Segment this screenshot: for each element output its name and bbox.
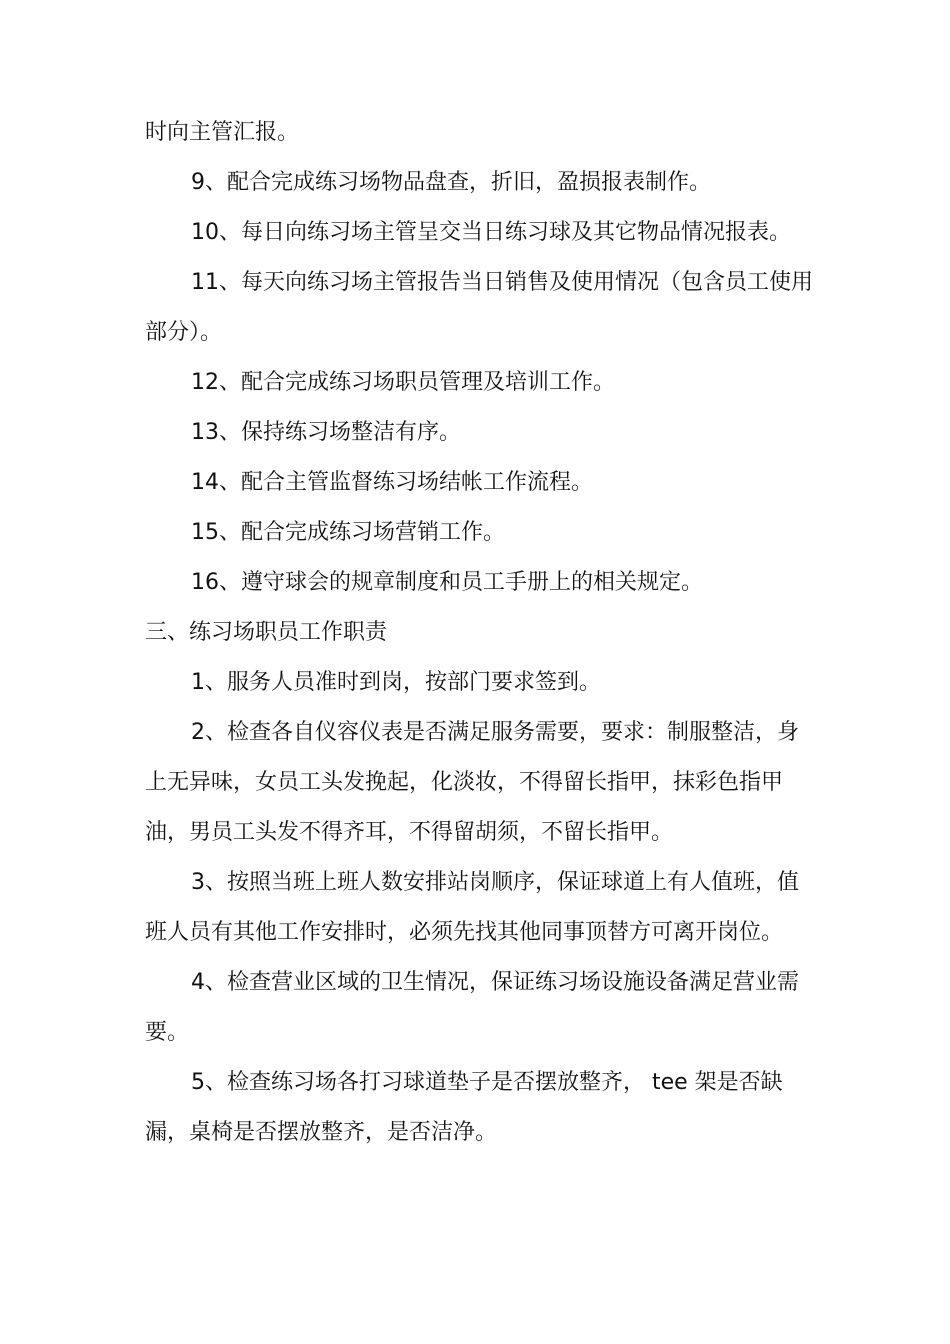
duty-item-2: 2、检查各自仪容仪表是否满足服务需要，要求：制服整洁，身上无异味，女员工头发挽起，化淡妆，不得留长指甲，抹彩色指甲油，男员工头发不得齐耳，不得留胡须，不留长指甲。 [145, 720, 799, 845]
paragraph-item-12: 12、配合完成练习场职员管理及培训工作。 [191, 370, 615, 395]
paragraph-item-10: 10、每日向练习场主管呈交当日练习球及其它物品情况报表。 [191, 220, 791, 245]
paragraph-item-16: 16、遵守球会的规章制度和员工手册上的相关规定。 [191, 570, 703, 595]
paragraph-continuation: 时向主管汇报。 [145, 120, 300, 145]
duty-item-3: 3、按照当班上班人数安排站岗顺序，保证球道上有人值班，值班人员有其他工作安排时，必须先找其他同事顶替方可离开岗位。 [145, 870, 799, 945]
paragraph-item-13: 13、保持练习场整洁有序。 [191, 420, 461, 445]
duty-item-4: 4、检查营业区域的卫生情况，保证练习场设施设备满足营业需要。 [145, 970, 799, 1045]
paragraph-item-15: 15、配合完成练习场营销工作。 [191, 520, 505, 545]
section-heading: 三、练习场职员工作职责 [145, 620, 388, 645]
document-body [145, 108, 815, 1158]
paragraph-item-14: 14、配合主管监督练习场结帐工作流程。 [191, 470, 593, 495]
paragraph-item-11: 11、每天向练习场主管报告当日销售及使用情况（包含员工使用部分）。 [145, 270, 813, 345]
paragraph-item-9: 9、配合完成练习场物品盘查，折旧，盈损报表制作。 [191, 170, 711, 195]
duty-item-1: 1、服务人员准时到岗，按部门要求签到。 [191, 670, 601, 695]
duty-item-5: 5、检查练习场各打习球道垫子是否摆放整齐， tee 架是否缺漏，桌椅是否摆放整齐，是否洁净。 [145, 1070, 783, 1145]
